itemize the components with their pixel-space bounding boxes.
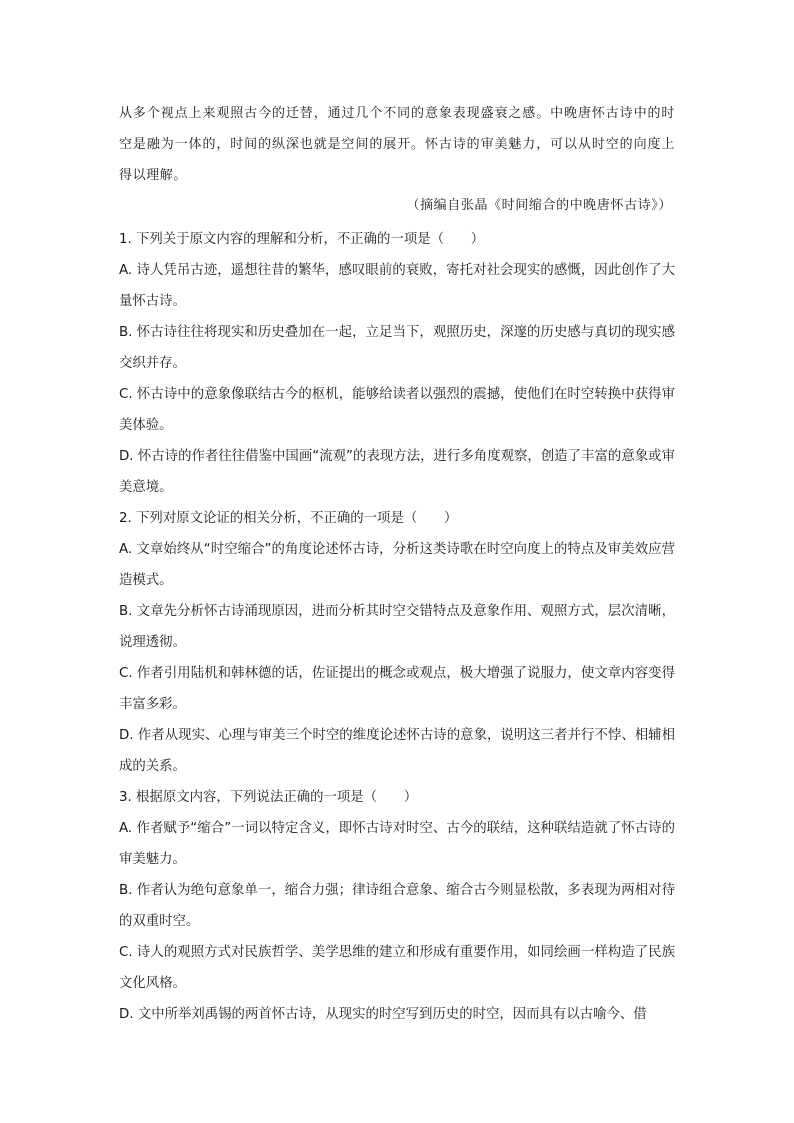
question-stem: 2. 下列对原文论证的相关分析，不正确的一项是（ ） xyxy=(119,511,458,526)
option-a: A. 作者赋予“缩合”一词以特定含义，即怀古诗对时空、古今的联结，这种联结造就了怀古诗的审美魅力。 xyxy=(119,821,675,867)
option-d: D. 怀古诗的作者往往借鉴中国画“流观”的表现方法，进行多角度观察，创造了丰富的意象或审美意境。 xyxy=(119,449,675,495)
passage-source: （摘编自张晶《时间缩合的中晚唐怀古诗》） xyxy=(406,198,672,213)
passage-excerpt xyxy=(119,98,675,191)
option-c: C. 怀古诗中的意象像联结古今的枢机，能够给读者以强烈的震撼，使他们在时空转换中获得审美体验。 xyxy=(119,387,675,433)
option-b: B. 怀古诗往往将现实和历史叠加在一起，立足当下，观照历史，深邃的历史感与真切的现实感交织并存。 xyxy=(119,325,675,371)
option-c: C. 作者引用陆机和韩林德的话，佐证提出的概念或观点，极大增强了说服力，使文章内容变得丰富多彩。 xyxy=(119,666,675,712)
question-list xyxy=(119,224,675,1030)
option-d: D. 文中所举刘禹锡的两首怀古诗，从现实的时空写到历史的时空，因而具有以古喻今、借 xyxy=(119,1007,647,1022)
question-3 xyxy=(119,782,675,1030)
option-c: C. 诗人的观照方式对民族哲学、美学思维的建立和形成有重要作用，如同绘画一样构造了民族文化风格。 xyxy=(119,945,675,991)
option-b: B. 作者认为绝句意象单一，缩合力强；律诗组合意象、缩合古今则显松散，多表现为两相对待的双重时空。 xyxy=(119,883,675,929)
passage-text: 从多个视点上来观照古今的迁替，通过几个不同的意象表现盛衰之感。中晚唐怀古诗中的时空是融为一体的，时间的纵深也就是空间的展开。怀古诗的审美魅力，可以从时空的向度上得以理解。 xyxy=(119,106,675,183)
question-stem: 3. 根据原文内容，下列说法正确的一项是（ ） xyxy=(119,790,418,805)
option-a: A. 文章始终从“时空缩合”的角度论述怀古诗，分析这类诗歌在时空向度上的特点及审美效应营造模式。 xyxy=(119,542,675,588)
question-1 xyxy=(119,224,675,503)
option-a: A. 诗人凭吊古迹，遥想往昔的繁华，感叹眼前的衰败，寄托对社会现实的感慨，因此创作了大量怀古诗。 xyxy=(119,263,675,309)
option-d: D. 作者从现实、心理与审美三个时空的维度论述怀古诗的意象，说明这三者并行不悖、相辅相成的关系。 xyxy=(119,728,675,774)
option-b: B. 文章先分析怀古诗涌现原因，进而分析其时空交错特点及意象作用、观照方式，层次清晰，说理透彻。 xyxy=(119,604,675,650)
question-stem: 1. 下列关于原文内容的理解和分析，不正确的一项是（ ） xyxy=(119,232,485,247)
question-2 xyxy=(119,503,675,782)
